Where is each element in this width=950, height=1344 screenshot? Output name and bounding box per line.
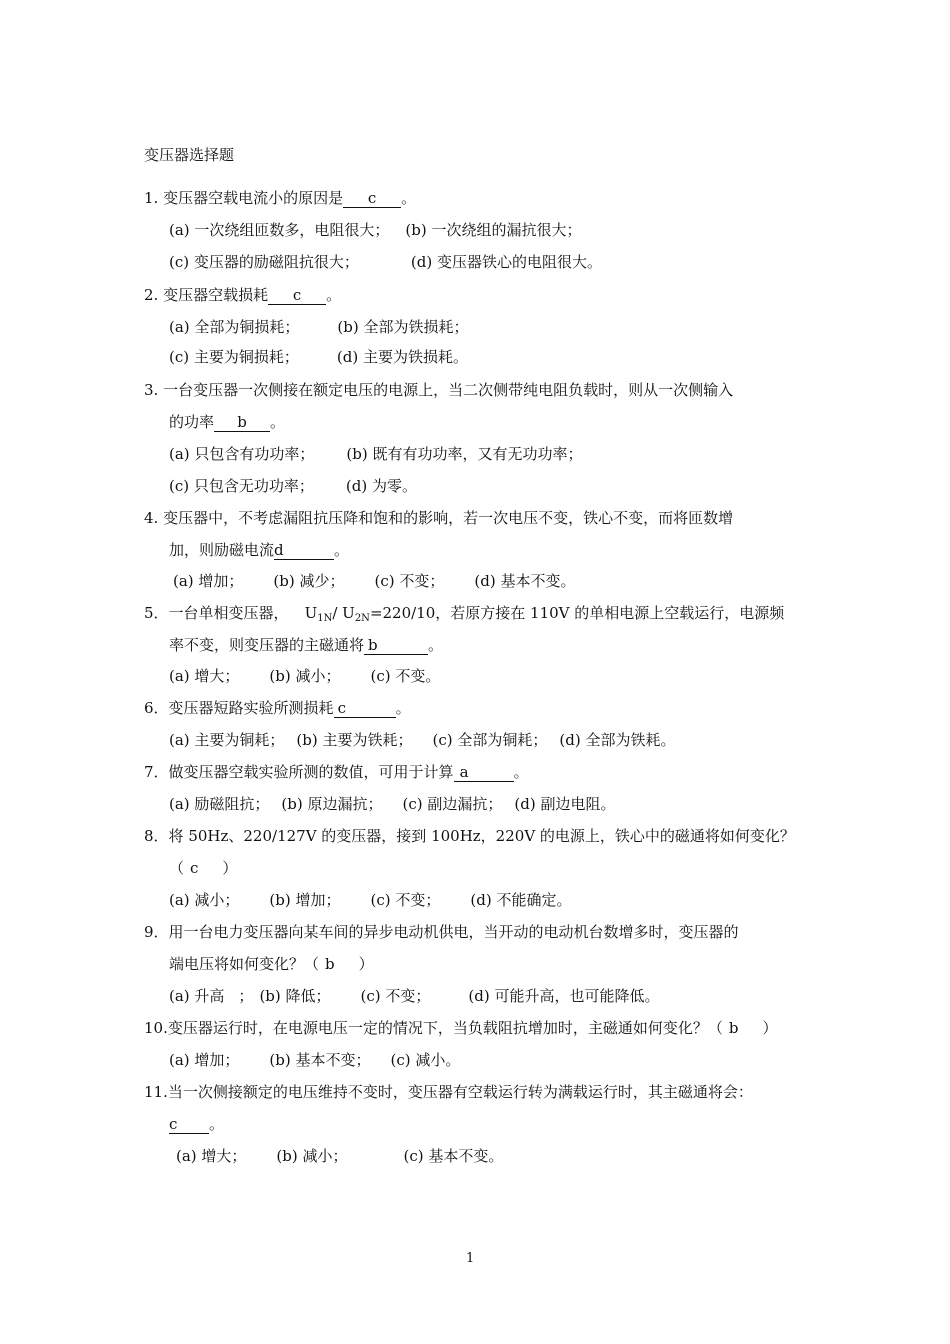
question-stem: 加，则励磁电流: [169, 541, 275, 559]
question-number: 2.: [144, 286, 159, 304]
option: (c) 不变；: [370, 891, 441, 909]
option: (d) 副边电阻。: [514, 795, 616, 813]
question-stem: 的功率: [169, 413, 215, 431]
question-1: [144, 188, 416, 208]
answer-blank: c: [268, 287, 326, 305]
punct: 。: [334, 541, 350, 559]
option: (c) 主要为铜损耗；: [169, 348, 299, 366]
punct: 。: [513, 763, 529, 781]
question-stem: 变压器运行时，在电源电压一定的情况下，当负载阻抗增加时，主磁通如何变化？: [167, 1019, 708, 1037]
option: (b) 主要为铁耗；: [296, 731, 413, 749]
paren: ）: [358, 955, 374, 973]
option-row: [169, 666, 440, 686]
option: (b) 全部为铁损耗；: [337, 318, 469, 336]
option: (a) 增加；: [169, 1051, 240, 1069]
question-number: 4.: [144, 509, 159, 527]
question-2: [144, 285, 341, 305]
option-row: [169, 794, 615, 814]
punct: 。: [270, 413, 286, 431]
option: (c) 不变；: [360, 987, 431, 1005]
option: (c) 不变。: [370, 667, 441, 685]
question-3: [144, 380, 733, 400]
option-row: [169, 220, 582, 240]
option: (a) 励磁阻抗；: [169, 795, 270, 813]
question-stem: =220/10，若原方接在 110V 的单相电源上空载运行，电源频: [369, 604, 785, 622]
question-stem: 一台单相变压器，: [168, 604, 289, 622]
option: (a) 减小；: [169, 891, 240, 909]
option-row: [169, 444, 583, 464]
answer-blank: c: [343, 190, 401, 208]
option: (b) 原边漏抗；: [281, 795, 383, 813]
question-stem: 当一次侧接额定的电压维持不变时，变压器有空载运行转为满载运行时，其主磁通将会：: [167, 1083, 753, 1101]
question-stem: 变压器中，不考虑漏阻抗压降和饱和的影响，若一次电压不变，铁心不变，而将匝数增: [163, 509, 734, 527]
option: ；: [238, 987, 254, 1005]
option: (d) 主要为铁损耗。: [336, 348, 468, 366]
question-stem: 用一台电力变压器向某车间的异步电动机供电，当开动的电动机台数增多时，变压器的: [168, 923, 739, 941]
question-number: 10.: [144, 1019, 168, 1037]
option: (d) 可能升高，也可能降低。: [468, 987, 660, 1005]
answer-blank: b: [325, 955, 335, 973]
question-number: 3.: [144, 381, 159, 399]
question-6: [144, 698, 411, 718]
question-stem: 端电压将如何变化？: [169, 955, 305, 973]
question-stem: 变压器短路实验所测损耗: [168, 699, 334, 717]
question-9-continued: [169, 954, 374, 974]
option: (c) 副边漏抗；: [402, 795, 503, 813]
option-row: [169, 986, 659, 1006]
punct: 。: [428, 636, 444, 654]
question-number: 5．: [144, 604, 169, 622]
document-title: 变压器选择题: [144, 146, 235, 164]
option-row: [169, 317, 469, 337]
answer-blank: c: [190, 859, 199, 877]
option: (a) 一次绕组匝数多，电阻很大；: [169, 221, 390, 239]
punct: 。: [326, 286, 342, 304]
question-number: 7．: [144, 763, 169, 781]
option: (b) 减小；: [276, 1147, 348, 1165]
answer-blank: b: [728, 1019, 739, 1037]
option-row: [169, 730, 675, 750]
option: (c) 变压器的励磁阻抗很大；: [169, 253, 359, 271]
question-11: [144, 1082, 753, 1102]
option: (a) 增加；: [173, 572, 244, 590]
paren: （: [707, 1019, 723, 1037]
option: (d) 全部为铁耗。: [559, 731, 676, 749]
option: (c) 不变；: [374, 572, 445, 590]
paren: （: [304, 955, 320, 973]
option-row: [169, 252, 602, 272]
option: (d) 变压器铁心的电阻很大。: [410, 253, 602, 271]
question-stem: 将 50Hz、220/127V 的变压器，接到 100Hz，220V 的电源上，铁心中的磁通将如何变化？: [168, 827, 795, 845]
option: (a) 主要为铜耗；: [169, 731, 285, 749]
answer-blank: d: [274, 542, 334, 560]
question-8: [144, 826, 795, 846]
question-9: [144, 922, 739, 942]
option-row: [169, 347, 468, 367]
option: (a) 增大；: [169, 667, 240, 685]
question-10: [144, 1018, 778, 1038]
question-11-continued: [169, 1114, 224, 1134]
question-4: [144, 508, 733, 528]
question-3-continued: [169, 412, 285, 432]
option: (b) 基本不变；: [269, 1051, 371, 1069]
question-4-continued: [169, 540, 349, 560]
paren: ）: [222, 859, 238, 877]
option: (c) 基本不变。: [403, 1147, 504, 1165]
question-number: 9．: [144, 923, 169, 941]
question-5: [144, 603, 784, 623]
answer-blank: a: [454, 764, 514, 782]
symbol-u: U: [304, 604, 318, 622]
paren: ）: [762, 1019, 778, 1037]
option: (b) 减小；: [269, 667, 341, 685]
option: (c) 全部为铜耗；: [432, 731, 548, 749]
question-stem: 变压器空载损耗: [163, 286, 269, 304]
option: (c) 只包含无功功率；: [169, 477, 314, 495]
punct: 。: [209, 1115, 225, 1133]
question-7: [144, 762, 529, 782]
page-number: 1: [466, 1251, 475, 1266]
option: (d) 为零。: [345, 477, 417, 495]
option: (d) 不能确定。: [470, 891, 572, 909]
option: (b) 降低；: [259, 987, 331, 1005]
option: (b) 增加；: [269, 891, 341, 909]
option-row: [173, 571, 575, 591]
question-stem: 做变压器空载实验所测的数值，可用于计算: [168, 763, 454, 781]
option-row: [169, 476, 417, 496]
subscript: 2N: [354, 613, 370, 624]
answer-blank: c: [334, 700, 396, 718]
question-5-continued: [169, 635, 443, 655]
option: (a) 全部为铜损耗；: [169, 318, 300, 336]
question-stem: 一台变压器一次侧接在额定电压的电源上，当二次侧带纯电阻负载时，则从一次侧输入: [163, 381, 734, 399]
question-stem: 率不变，则变压器的主磁通将: [169, 636, 365, 654]
answer-blank: b: [214, 414, 270, 432]
punct: 。: [395, 699, 411, 717]
question-stem: 变压器空载电流小的原因是: [163, 189, 344, 207]
symbol-u: / U: [332, 604, 355, 622]
paren: （: [169, 859, 185, 877]
option: (a) 升高: [169, 987, 225, 1005]
option-row: [176, 1146, 503, 1166]
subscript: 1N: [317, 613, 333, 624]
answer-blank: b: [364, 637, 428, 655]
question-number: 8．: [144, 827, 169, 845]
question-number: 6．: [144, 699, 169, 717]
question-number: 11.: [144, 1083, 168, 1101]
option-row: [169, 890, 571, 910]
option-row: [169, 1050, 460, 1070]
option: (b) 减少；: [273, 572, 345, 590]
answer-blank: c: [169, 1116, 209, 1134]
question-number: 1.: [144, 189, 159, 207]
option: (a) 增大；: [176, 1147, 247, 1165]
option: (b) 既有有功功率，又有无功功率；: [346, 445, 583, 463]
question-8-answer: [169, 858, 237, 878]
option: (a) 只包含有功功率；: [169, 445, 315, 463]
option: (c) 减小。: [390, 1051, 461, 1069]
punct: 。: [401, 189, 417, 207]
option: (b) 一次绕组的漏抗很大；: [405, 221, 582, 239]
option: (d) 基本不变。: [474, 572, 576, 590]
